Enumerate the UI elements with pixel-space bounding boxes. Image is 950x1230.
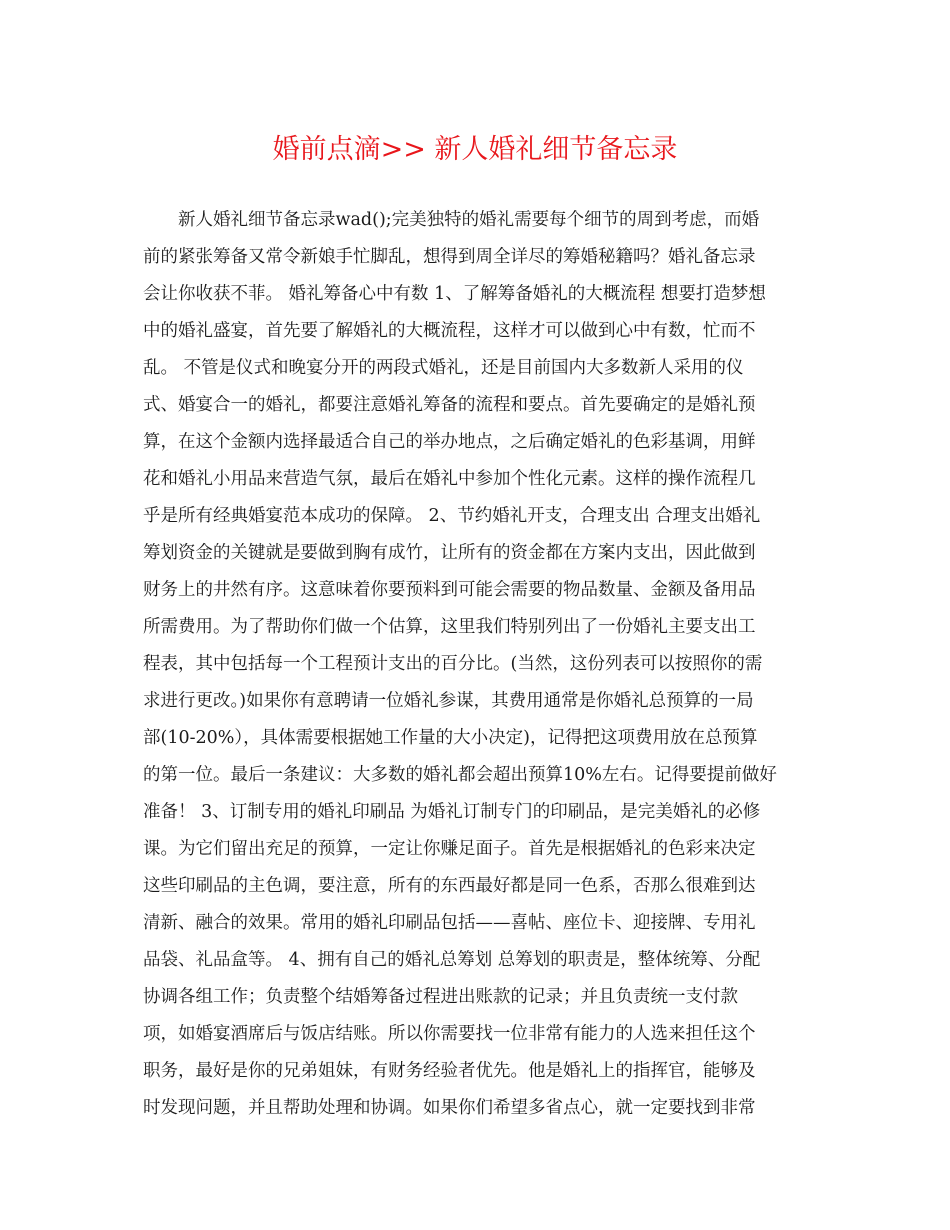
text-line: 部(10-20%），具体需要根据她工作量的大小决定)，记得把这项费用放在总预算 [143,728,758,748]
text-line: 乱。 不管是仪式和晚宴分开的两段式婚礼，还是目前国内大多数新人采用的仪 [143,358,744,378]
text-line: 程表，其中包括每一个工程预计支出的百分比。(当然，这份列表可以按照你的需 [143,654,763,674]
text-line: 职务，最好是你的兄弟姐妹，有财务经验者优先。他是婚礼上的指挥官，能够及 [143,1061,756,1081]
text-line: 品袋、礼品盒等。 4、拥有自己的婚礼总筹划 总筹划的职责是，整体统筹、分配 [143,950,761,970]
text-line: 时发现问题，并且帮助处理和协调。如果你们希望多省点心，就一定要找到非常 [143,1098,756,1118]
text-line: 准备！ 3、订制专用的婚礼印刷品 为婚礼订制专门的印刷品，是完美婚礼的必修 [143,802,761,822]
text-line: 项，如婚宴酒席后与饭店结账。所以你需要找一位非常有能力的人选来担任这个 [143,1024,756,1044]
text-line: 课。为它们留出充足的预算，一定让你赚足面子。首先是根据婚礼的色彩来决定 [143,839,756,859]
text-line: 所需费用。为了帮助你们做一个估算，这里我们特别列出了一份婚礼主要支出工 [143,617,756,637]
text-line: 乎是所有经典婚宴范本成功的保障。 2、节约婚礼开支，合理支出 合理支出婚礼 [143,506,761,526]
text-line: 花和婚礼小用品来营造气氛，最后在婚礼中参加个性化元素。这样的操作流程几 [143,469,756,489]
text-line: 新人婚礼细节备忘录wad();完美独特的婚礼需要每个细节的周到考虑，而婚 [178,210,760,230]
text-line: 式、婚宴合一的婚礼，都要注意婚礼筹备的流程和要点。首先要确定的是婚礼预 [143,395,756,415]
text-line: 会让你收获不菲。 婚礼筹备心中有数 1、了解筹备婚礼的大概流程 想要打造梦想 [143,284,766,304]
text-line: 清新、融合的效果。常用的婚礼印刷品包括——喜帖、座位卡、迎接牌、专用礼 [143,913,756,933]
text-line: 这些印刷品的主色调，要注意，所有的东西最好都是同一色系，否那么很难到达 [143,876,756,896]
text-line: 协调各组工作；负责整个结婚筹备过程进出账款的记录；并且负责统一支付款 [143,987,738,1007]
text-line: 前的紧张筹备又常令新娘手忙脚乱，想得到周全详尽的筹婚秘籍吗？婚礼备忘录 [143,247,756,267]
body-paragraph [143,202,823,1127]
text-line: 求进行更改。)如果你有意聘请一位婚礼参谋，其费用通常是你婚礼总预算的一局 [143,691,754,711]
text-line: 中的婚礼盛宴，首先要了解婚礼的大概流程，这样才可以做到心中有数，忙而不 [143,321,756,341]
text-line: 筹划资金的关键就是要做到胸有成竹，让所有的资金都在方案内支出，因此做到 [143,543,756,563]
text-line: 的第一位。最后一条建议：大多数的婚礼都会超出预算10%左右。记得要提前做好 [143,765,777,785]
page-title: 婚前点滴>> 新人婚礼细节备忘录 [272,134,678,165]
text-line: 财务上的井然有序。这意味着你要预料到可能会需要的物品数量、金额及备用品 [143,580,756,600]
text-line: 算，在这个金额内选择最适合自己的举办地点，之后确定婚礼的色彩基调，用鲜 [143,432,756,452]
